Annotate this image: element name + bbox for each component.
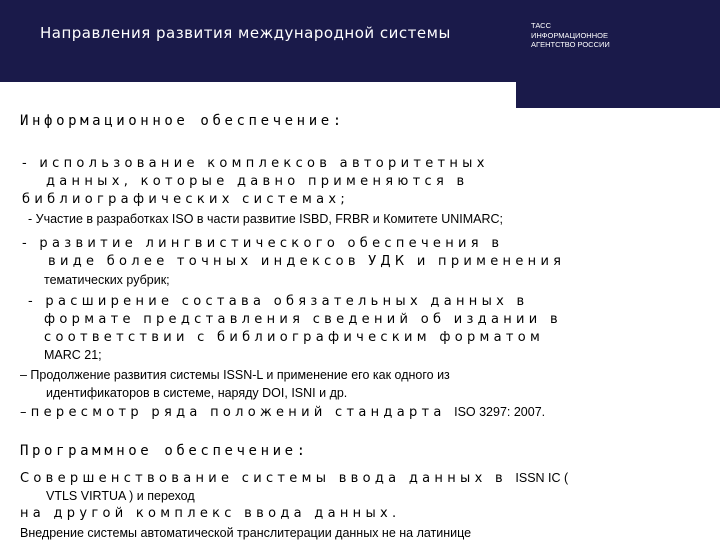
issn-ic: ISSN IC ( [515, 471, 569, 485]
info-line: соответствии с библиографическим форматом [44, 330, 545, 345]
info-line: MARC 21; [44, 348, 102, 362]
info-line: - Участие в разработках ISO в части развитие ISBD, FRBR и Комитете UNIMARC; [28, 212, 503, 226]
info-line-text: –пересмотр ряда положений стандарта [20, 405, 455, 420]
info-line: - развитие лингвистического обеспечения в [22, 236, 504, 251]
info-line: данных, которые давно применяются в [46, 174, 469, 189]
iso-standard: ISO 3297: 2007. [454, 405, 546, 419]
info-line: идентификаторов в системе, наряду DOI, ISNI и др. [46, 386, 348, 400]
software-line-vtls [46, 488, 195, 504]
info-line: - расширение состава обязательных данных в [28, 294, 529, 309]
software-line-text: Совершенствование системы ввода данных в [20, 471, 516, 486]
software-line: Внедрение системы автоматической транслитерации данных не на латинице [20, 526, 472, 540]
logo-line: ТАСС [531, 21, 552, 30]
info-line-iso [20, 404, 545, 420]
info-line: виде более точных индексов УДК и применения [48, 254, 566, 269]
info-line: тематических рубрик; [44, 273, 170, 287]
logo-line: ИНФОРМАЦИОННОЕ [531, 30, 608, 40]
software-line-issn [20, 470, 568, 486]
info-line: - использование комплексов авторитетных [22, 156, 489, 171]
info-heading: Информационное обеспечение: [20, 113, 345, 129]
info-line: – Продолжение развития системы ISSN-L и применение его как одного из [20, 368, 450, 382]
software-heading: Программное обеспечение: [20, 443, 309, 459]
slide-title: Направления развития международной системы [40, 24, 451, 42]
info-line: библиографических системах; [22, 192, 350, 207]
info-line: формате представления сведений об издании в [44, 312, 562, 327]
vtls-text: VTLS VIRTUA ) и переход [46, 489, 195, 503]
software-line: на другой комплекс ввода данных. [20, 506, 401, 521]
logo-line: АГЕНТСТВО РОССИИ [531, 40, 610, 49]
